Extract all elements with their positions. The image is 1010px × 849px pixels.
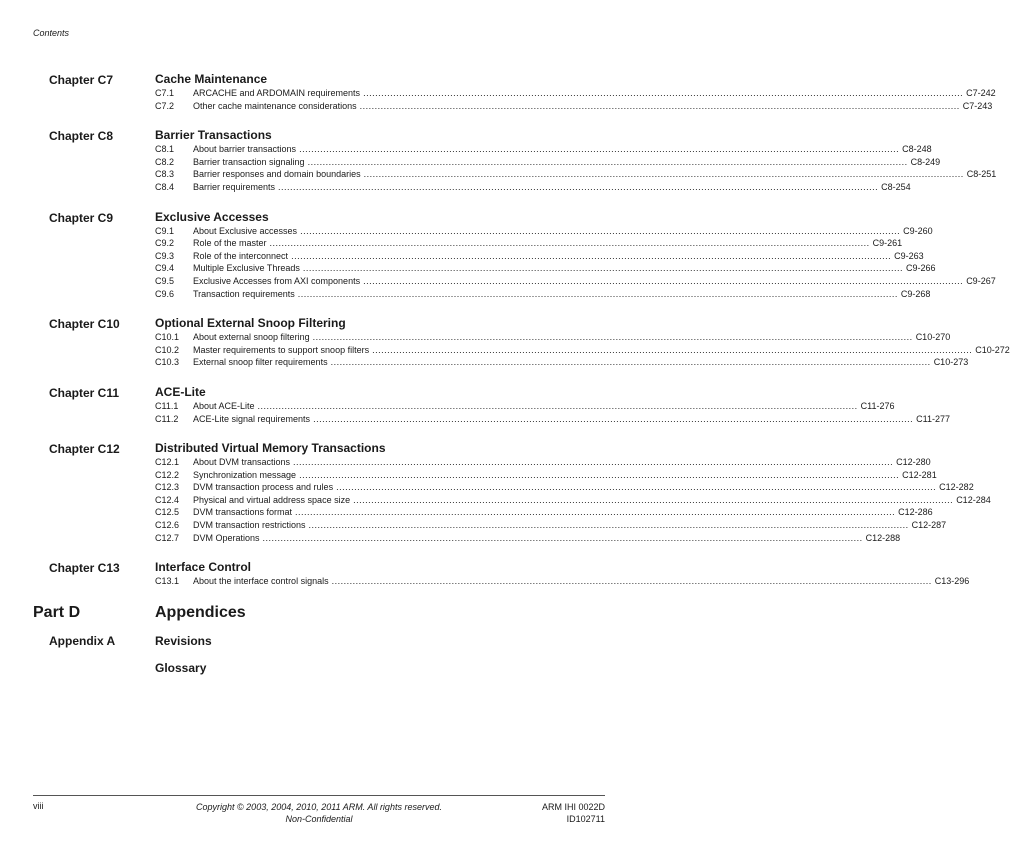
section-number: C8.4 [155, 181, 175, 192]
dot-leader: ........................................................................................................................................................................................................ [307, 156, 908, 167]
section-title: Synchronization message [193, 469, 297, 480]
toc-entry[interactable] [155, 469, 937, 482]
document-version: ID102711 [566, 814, 605, 824]
section-title: Master requirements to support snoop filters [193, 344, 370, 355]
page-ref: C11-277 [916, 413, 951, 424]
dot-leader: ........................................................................................................................................................................................................ [336, 482, 937, 493]
page-ref: C12-282 [939, 482, 974, 493]
dot-leader: ........................................................................................................................................................................................................ [330, 357, 931, 368]
section-title: ARCACHE and ARDOMAIN requirements [193, 88, 361, 98]
chapter-label: Chapter C11 [49, 385, 120, 400]
section-number: C11.2 [155, 413, 179, 424]
chapter-c11 [0, 384, 951, 425]
section-number: C9.2 [155, 238, 175, 249]
page-ref: C7-243 [962, 100, 993, 111]
chapter-c12 [0, 441, 991, 544]
chapter-label: Chapter C10 [49, 317, 120, 332]
dot-leader: ........................................................................................................................................................................................................ [297, 288, 898, 299]
page-ref: C9-268 [900, 288, 931, 299]
toc-entry[interactable] [155, 181, 911, 194]
chapter-c10 [0, 316, 1010, 369]
running-header: Contents [33, 28, 70, 38]
part-label: Part D [33, 603, 81, 621]
toc-entry[interactable] [155, 168, 997, 181]
section-title: Barrier responses and domain boundaries [193, 169, 361, 180]
toc-entry[interactable] [155, 156, 941, 169]
section-title: Multiple Exclusive Threads [193, 263, 300, 274]
page-ref: C8-249 [910, 156, 941, 167]
section-title: Exclusive Accesses from AXI components [193, 275, 361, 286]
toc-entry[interactable] [155, 237, 903, 250]
chapter-title[interactable]: Exclusive Accesses [155, 209, 269, 224]
section-title: DVM transaction restrictions [193, 520, 306, 531]
dot-leader: ........................................................................................................................................................................................................ [295, 507, 896, 518]
section-number: C9.4 [155, 263, 175, 274]
page-ref: C10-273 [933, 357, 969, 368]
chapter-label: Chapter C13 [49, 561, 120, 576]
chapter-title[interactable]: Barrier Transactions [155, 128, 272, 143]
page-ref: C12-288 [865, 532, 901, 543]
toc-entry[interactable] [155, 331, 951, 344]
toc-entry[interactable] [155, 494, 991, 507]
toc-entry[interactable] [155, 275, 996, 288]
section-number: C12.3 [155, 482, 180, 493]
section-title: Other cache maintenance considerations [193, 100, 357, 111]
page-ref: C12-281 [902, 469, 937, 480]
toc-entry[interactable] [155, 344, 1010, 357]
dot-leader: ........................................................................................................................................................................................................ [269, 238, 870, 249]
section-title: DVM transaction process and rules [193, 482, 334, 493]
page-ref: C12-284 [956, 494, 991, 505]
copyright-notice: Copyright © 2003, 2004, 2010, 2011 ARM. All rights reserved. [196, 802, 442, 812]
page-ref: C9-267 [966, 275, 996, 286]
table-of-contents [0, 72, 1010, 688]
dot-leader: ........................................................................................................................................................................................................ [300, 225, 901, 236]
chapter-label: Chapter C7 [49, 73, 114, 87]
section-number: C12.7 [155, 532, 180, 543]
section-title: Transaction requirements [193, 288, 295, 299]
dot-leader: ........................................................................................................................................................................................................ [359, 100, 960, 111]
page-ref: C13-296 [934, 576, 970, 587]
page-ref: C9-266 [906, 263, 936, 274]
toc-entry[interactable] [155, 225, 933, 238]
toc-entry[interactable] [155, 262, 936, 275]
page-ref: C8-251 [966, 169, 997, 180]
chapter-title[interactable]: Interface Control [155, 560, 252, 575]
page-ref: C10-270 [915, 332, 951, 343]
glossary [0, 661, 638, 688]
section-number: C7.1 [155, 88, 175, 98]
dot-leader: ........................................................................................................................................................................................................ [299, 144, 900, 155]
section-number: C7.2 [155, 100, 175, 111]
page-ref: C8-248 [902, 144, 932, 155]
page-ref: C8-254 [881, 181, 911, 192]
page-ref: C9-261 [872, 238, 903, 249]
section-number: C12.6 [155, 520, 180, 531]
page-ref: C9-260 [903, 225, 933, 236]
section-title: Role of the master [193, 238, 267, 249]
toc-entry[interactable] [155, 506, 933, 519]
section-title: Barrier requirements [193, 181, 276, 192]
section-title: About DVM transactions [193, 457, 291, 468]
dot-leader: ........................................................................................................................................................................................................ [302, 263, 903, 274]
toc-entry[interactable] [155, 143, 932, 156]
section-title: About ACE-Lite [193, 400, 255, 411]
section-number: C12.4 [155, 494, 180, 505]
section-title: About external snoop filtering [193, 332, 310, 343]
section-title: Role of the interconnect [193, 250, 289, 261]
section-title: About the interface control signals [193, 576, 329, 587]
dot-leader: ........................................................................................................................................................................................................ [363, 88, 964, 98]
chapter-c8 [0, 128, 997, 193]
section-number: C11.1 [155, 400, 179, 411]
section-number: C12.5 [155, 507, 180, 518]
chapter-title[interactable]: Cache Maintenance [155, 72, 268, 86]
toc-entry[interactable] [155, 87, 996, 100]
dot-leader: ........................................................................................................................................................................................................ [257, 400, 858, 411]
appendix-a [0, 634, 638, 661]
toc-entry[interactable] [155, 356, 969, 369]
dot-leader: ........................................................................................................................................................................................................ [313, 413, 914, 424]
toc-entry[interactable] [155, 532, 901, 545]
section-number: C9.6 [155, 288, 175, 299]
dot-leader: ........................................................................................................................................................................................................ [278, 181, 879, 192]
page-ref: C12-287 [911, 520, 947, 531]
toc-entry[interactable] [155, 575, 970, 588]
glossary-title[interactable]: Glossary [155, 660, 207, 675]
dot-leader: ........................................................................................................................................................................................................ [293, 457, 894, 468]
dot-leader: ........................................................................................................................................................................................................ [308, 520, 909, 531]
section-title: ACE-Lite signal requirements [193, 413, 311, 424]
page-ref: C7-242 [966, 88, 996, 98]
toc-entry[interactable] [155, 100, 993, 113]
chapter-label: Chapter C9 [49, 210, 114, 225]
page-ref: C9-263 [894, 250, 924, 261]
toc-entry[interactable] [155, 400, 895, 413]
toc-entry[interactable] [155, 413, 951, 426]
document-id: ARM IHI 0022D [541, 802, 605, 812]
section-number: C10.1 [155, 332, 180, 343]
chapter-c7 [0, 72, 996, 112]
page-number: viii [33, 801, 44, 811]
appendix-title[interactable]: Revisions [155, 633, 212, 648]
section-number: C12.2 [155, 469, 180, 480]
dot-leader: ........................................................................................................................................................................................................ [372, 344, 973, 355]
section-number: C12.1 [155, 457, 180, 468]
part-d [0, 604, 638, 634]
chapter-label: Chapter C12 [49, 442, 120, 457]
toc-entry[interactable] [155, 288, 931, 301]
toc-entry[interactable] [155, 250, 924, 263]
section-number: C8.2 [155, 156, 175, 167]
chapter-c9 [0, 209, 996, 301]
dot-leader: ........................................................................................................................................................................................................ [363, 169, 964, 180]
dot-leader: ........................................................................................................................................................................................................ [331, 576, 932, 587]
section-title: About Exclusive accesses [193, 225, 298, 236]
section-number: C9.3 [155, 250, 175, 261]
toc-entry[interactable] [155, 481, 974, 494]
section-title: DVM Operations [193, 532, 260, 543]
section-title: External snoop filter requirements [193, 357, 328, 368]
section-number: C8.1 [155, 144, 175, 155]
toc-entry[interactable] [155, 456, 931, 469]
section-title: Physical and virtual address space size [193, 494, 351, 505]
page-ref: C12-286 [898, 507, 933, 518]
section-number: C13.1 [155, 576, 180, 587]
confidentiality-notice: Non-Confidential [285, 814, 353, 824]
section-number: C9.1 [155, 225, 175, 236]
chapter-label: Chapter C8 [49, 129, 114, 144]
section-number: C9.5 [155, 275, 175, 286]
dot-leader: ........................................................................................................................................................................................................ [291, 250, 892, 261]
chapter-title[interactable]: ACE-Lite [155, 384, 206, 399]
chapter-title[interactable]: Distributed Virtual Memory Transactions [155, 441, 386, 456]
dot-leader: ........................................................................................................................................................................................................ [262, 532, 863, 543]
chapter-c13 [0, 560, 970, 588]
dot-leader: ........................................................................................................................................................................................................ [312, 332, 913, 343]
section-title: DVM transactions format [193, 507, 293, 518]
chapter-title[interactable]: Optional External Snoop Filtering [155, 316, 346, 331]
dot-leader: ........................................................................................................................................................................................................ [299, 469, 900, 480]
appendix-label: Appendix A [49, 633, 116, 648]
part-title[interactable]: Appendices [155, 603, 246, 621]
dot-leader: ........................................................................................................................................................................................................ [363, 275, 964, 286]
section-title: Barrier transaction signaling [193, 156, 305, 167]
toc-entry[interactable] [155, 519, 947, 532]
section-number: C10.2 [155, 344, 180, 355]
section-number: C10.3 [155, 357, 180, 368]
page-ref: C12-280 [896, 457, 931, 468]
section-number: C8.3 [155, 169, 175, 180]
page-ref: C10-272 [975, 344, 1010, 355]
footer-divider [33, 795, 605, 796]
page-ref: C11-276 [860, 400, 895, 411]
section-title: About barrier transactions [193, 144, 297, 155]
dot-leader: ........................................................................................................................................................................................................ [353, 494, 954, 505]
footer-right [542, 801, 605, 825]
